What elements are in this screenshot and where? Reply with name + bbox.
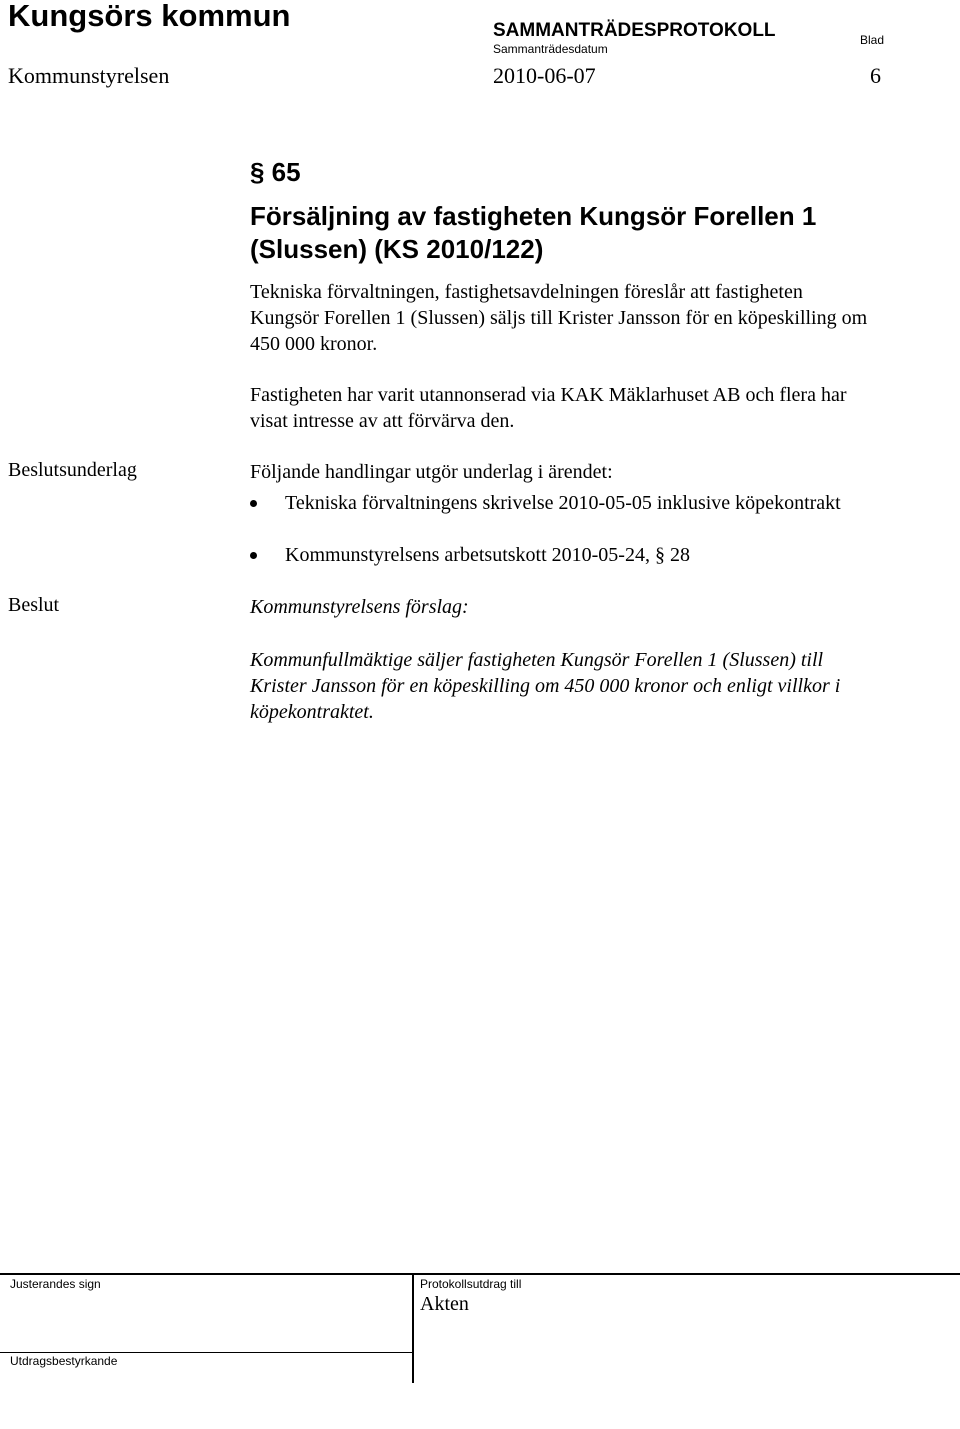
bullet-icon [250, 552, 257, 559]
meeting-date: 2010-06-07 [493, 63, 596, 88]
adjuster-sign-label: Justerandes sign [10, 1277, 101, 1291]
section-title: Försäljning av fastigheten Kungsör Forellen 1 (Slussen) (KS 2010/122) [250, 201, 817, 264]
committee-name: Kommunstyrelsen [8, 63, 170, 88]
proposal-heading: Kommunstyrelsens förslag: [250, 596, 469, 618]
list-item [250, 490, 870, 516]
extract-to-value: Akten [420, 1293, 469, 1315]
paragraph-number: § 65 [250, 157, 301, 187]
list-item [250, 542, 870, 568]
bullet-icon [250, 500, 257, 507]
signature-footer [0, 1273, 960, 1383]
footer-top-border [0, 1273, 960, 1275]
basis-label: Beslutsunderlag [8, 459, 137, 481]
extract-to-label: Protokollsutdrag till [420, 1277, 522, 1291]
basis-intro: Följande handlingar utgör underlag i ärendet: [250, 461, 613, 483]
organization-name: Kungsörs kommun [8, 0, 291, 33]
footer-row-divider [0, 1352, 413, 1353]
list-item-text: Tekniska förvaltningens skrivelse 2010-05-05 inklusive köpekontrakt [285, 492, 841, 514]
footer-column-divider [412, 1273, 414, 1383]
page-label: Blad [860, 33, 885, 47]
decision-text: Kommunfullmäktige säljer fastigheten Kungsör Forellen 1 (Slussen) till Krister Jansson för en köpeskilling om 450 000 kronor och enligt villkor i köpekontraktet. [250, 649, 841, 723]
protocol-title: SAMMANTRÄDESPROTOKOLL [493, 20, 776, 41]
meeting-date-label: Sammanträdesdatum [493, 42, 608, 56]
paragraph-1: Tekniska förvaltningen, fastighetsavdelningen föreslår att fastigheten Kungsör Forellen 1 (Slussen) säljs till Krister Jansson för en köpeskilling om 450 000 kronor. [250, 281, 868, 355]
certifier-label: Utdragsbestyrkande [10, 1354, 118, 1368]
decision-label: Beslut [8, 594, 60, 616]
list-item-text: Kommunstyrelsens arbetsutskott 2010-05-24, § 28 [285, 544, 690, 566]
paragraph-2: Fastigheten har varit utannonserad via KAK Mäklarhuset AB och flera har visat intresse av att förvärva den. [250, 384, 847, 432]
page-number: 6 [870, 63, 881, 88]
